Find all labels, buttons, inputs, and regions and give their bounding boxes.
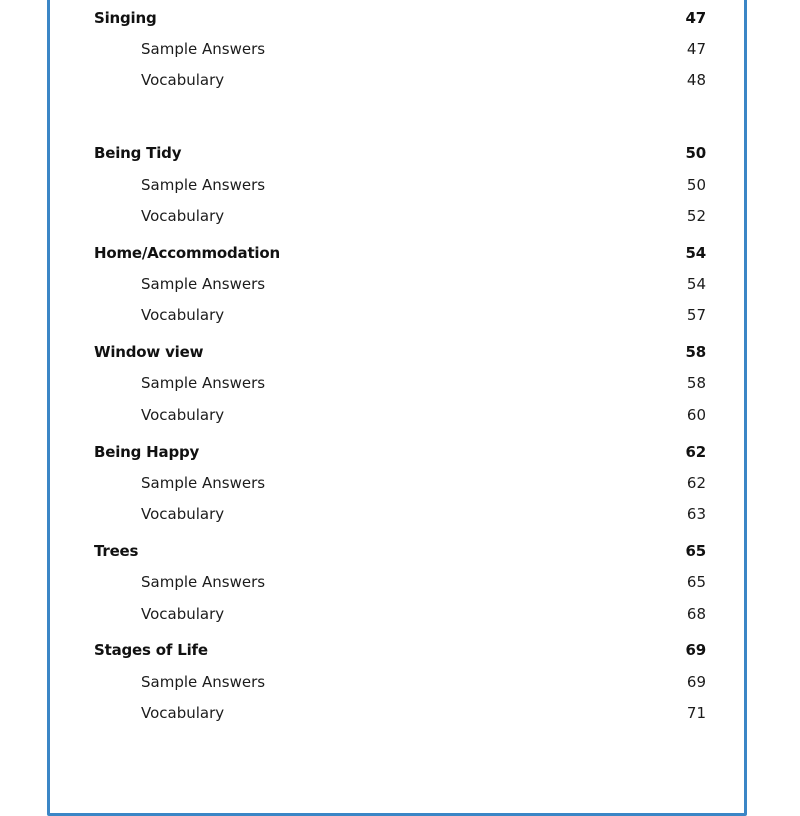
item-label: Vocabulary [141, 505, 225, 523]
toc-item-sample-answers[interactable] [141, 372, 706, 394]
section-title: Trees [94, 542, 139, 560]
item-label: Sample Answers [141, 374, 266, 392]
item-label: Vocabulary [141, 406, 225, 424]
item-page-number: 52 [686, 207, 706, 225]
item-page-number: 47 [686, 40, 706, 58]
item-label: Vocabulary [141, 704, 225, 722]
toc-section-stages-of-life[interactable] [94, 639, 706, 661]
toc-item-vocabulary[interactable] [141, 304, 706, 326]
section-title: Window view [94, 343, 204, 361]
item-page-number: 54 [686, 275, 706, 293]
toc-section-being-happy[interactable] [94, 441, 706, 463]
section-title: Being Tidy [94, 144, 182, 162]
toc-section-being-tidy[interactable] [94, 142, 706, 164]
section-page-number: 62 [685, 443, 706, 461]
toc-item-sample-answers[interactable] [141, 273, 706, 295]
item-page-number: 50 [686, 176, 706, 194]
item-label: Vocabulary [141, 306, 225, 324]
item-label: Sample Answers [141, 673, 266, 691]
section-page-number: 69 [685, 641, 706, 659]
toc-item-vocabulary[interactable] [141, 69, 706, 91]
toc-item-vocabulary[interactable] [141, 702, 706, 724]
item-label: Sample Answers [141, 275, 266, 293]
item-page-number: 57 [686, 306, 706, 324]
item-page-number: 69 [686, 673, 706, 691]
toc-section-trees[interactable] [94, 540, 706, 562]
section-page-number: 58 [685, 343, 706, 361]
section-page-number: 65 [685, 542, 706, 560]
item-label: Sample Answers [141, 176, 266, 194]
item-page-number: 71 [686, 704, 706, 722]
toc-item-sample-answers[interactable] [141, 571, 706, 593]
item-page-number: 60 [686, 406, 706, 424]
toc-item-vocabulary[interactable] [141, 603, 706, 625]
toc-item-sample-answers[interactable] [141, 472, 706, 494]
item-label: Vocabulary [141, 71, 225, 89]
item-page-number: 58 [686, 374, 706, 392]
toc-section-home-accommodation[interactable] [94, 242, 706, 264]
toc-section-window-view[interactable] [94, 341, 706, 363]
item-label: Sample Answers [141, 573, 266, 591]
toc-item-vocabulary[interactable] [141, 205, 706, 227]
item-label: Vocabulary [141, 605, 225, 623]
toc-item-sample-answers[interactable] [141, 38, 706, 60]
section-title: Home/Accommodation [94, 244, 280, 262]
item-label: Sample Answers [141, 474, 266, 492]
section-page-number: 47 [685, 9, 706, 27]
section-page-number: 54 [685, 244, 706, 262]
section-title: Stages of Life [94, 641, 208, 659]
item-page-number: 68 [686, 605, 706, 623]
item-page-number: 62 [686, 474, 706, 492]
toc-item-vocabulary[interactable] [141, 503, 706, 525]
item-label: Sample Answers [141, 40, 266, 58]
toc-item-vocabulary[interactable] [141, 404, 706, 426]
section-page-number: 50 [685, 144, 706, 162]
toc-item-sample-answers[interactable] [141, 671, 706, 693]
item-page-number: 63 [686, 505, 706, 523]
toc-item-sample-answers[interactable] [141, 174, 706, 196]
toc-section-singing[interactable] [94, 7, 706, 29]
item-page-number: 48 [686, 71, 706, 89]
item-label: Vocabulary [141, 207, 225, 225]
item-page-number: 65 [686, 573, 706, 591]
section-title: Singing [94, 9, 157, 27]
section-title: Being Happy [94, 443, 200, 461]
